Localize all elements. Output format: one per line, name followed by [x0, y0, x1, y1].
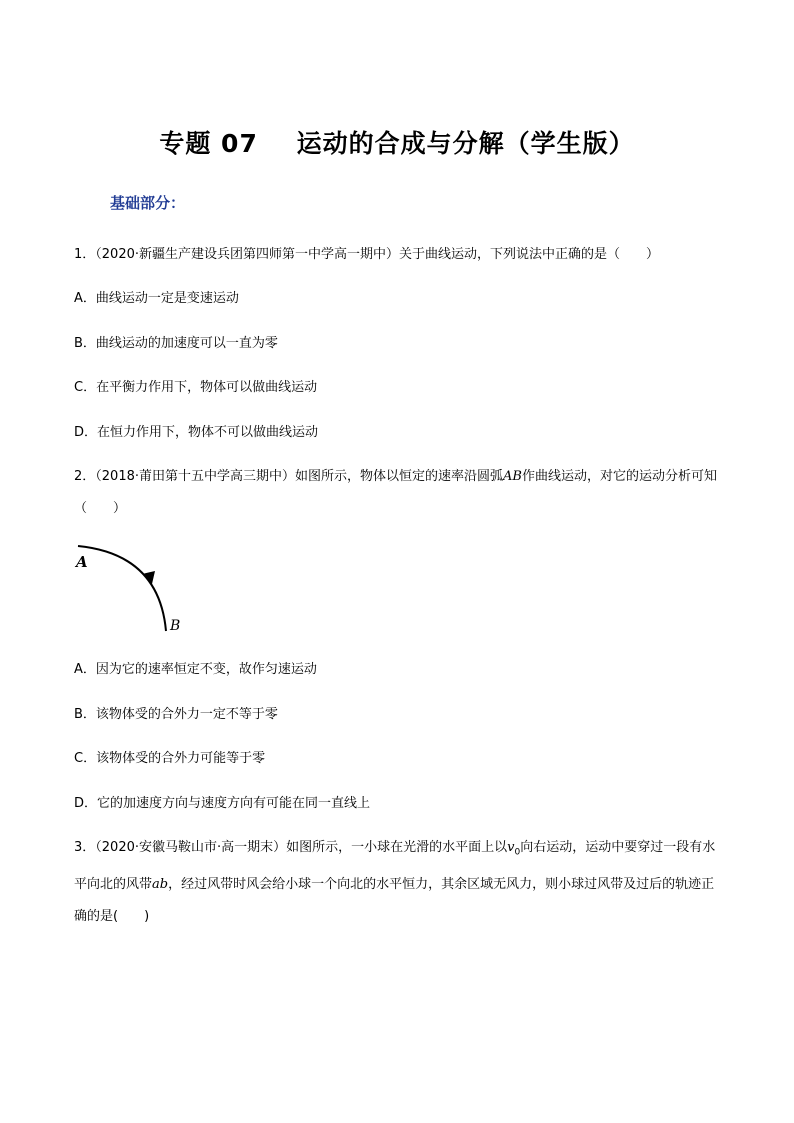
arc-figure [74, 540, 194, 639]
question-2-option-a: A．因为它的速率恒定不变，故作匀速运动 [74, 662, 317, 677]
question-1-option-c: C．在平衡力作用下，物体可以做曲线运动 [74, 380, 318, 395]
question-2-stem [74, 461, 724, 525]
arc-ab-label: AB [503, 469, 522, 484]
point-b-label: B [170, 618, 181, 634]
question-3-stem [74, 832, 724, 933]
point-a-label: A [76, 553, 88, 571]
question-3-stem-part3: ，经过风带时风会给小球一个向北的水平恒力，其余区域无风力，则小球过风带及过后的轨迹正确的是( ) [74, 876, 715, 924]
velocity-subscript: 0 [514, 847, 521, 858]
wind-band-label: ab [152, 876, 169, 892]
question-1-option-d: D．在恒力作用下，物体不可以做曲线运动 [74, 425, 319, 440]
question-1-stem: 1．（2020·新疆生产建设兵团第四师第一中学高一期中）关于曲线运动，下列说法中正确的是（ ） [74, 247, 659, 262]
section-heading: 基础部分： [110, 194, 186, 212]
question-2-option-b: B．该物体受的合外力一定不等于零 [74, 707, 278, 722]
arc-path [78, 546, 166, 631]
question-2-stem-part2: 作曲线运动，对它的运动分析可知（ ） [74, 469, 717, 516]
question-2-stem-part1: 2．（2018·莆田第十五中学高三期中）如图所示，物体以恒定的速率沿圆弧 [74, 469, 503, 484]
velocity-symbol: v [507, 840, 515, 855]
question-2-option-d: D．它的加速度方向与速度方向有可能在同一直线上 [74, 796, 371, 811]
question-3-stem-part1: 3．（2020·安徽马鞍山市·高一期末）如图所示，一小球在光滑的水平面上以 [74, 840, 508, 855]
page-title: 专题 07 运动的合成与分解（学生版） [159, 129, 635, 158]
question-3-stem-part2: 向右运动，运动中要穿过一段有水平向北的风带 [74, 840, 716, 892]
arc-diagram [74, 540, 194, 635]
question-2-option-c: C．该物体受的合外力可能等于零 [74, 751, 266, 766]
question-1-option-b: B．曲线运动的加速度可以一直为零 [74, 336, 278, 351]
question-1-option-a: A．曲线运动一定是变速运动 [74, 291, 239, 306]
